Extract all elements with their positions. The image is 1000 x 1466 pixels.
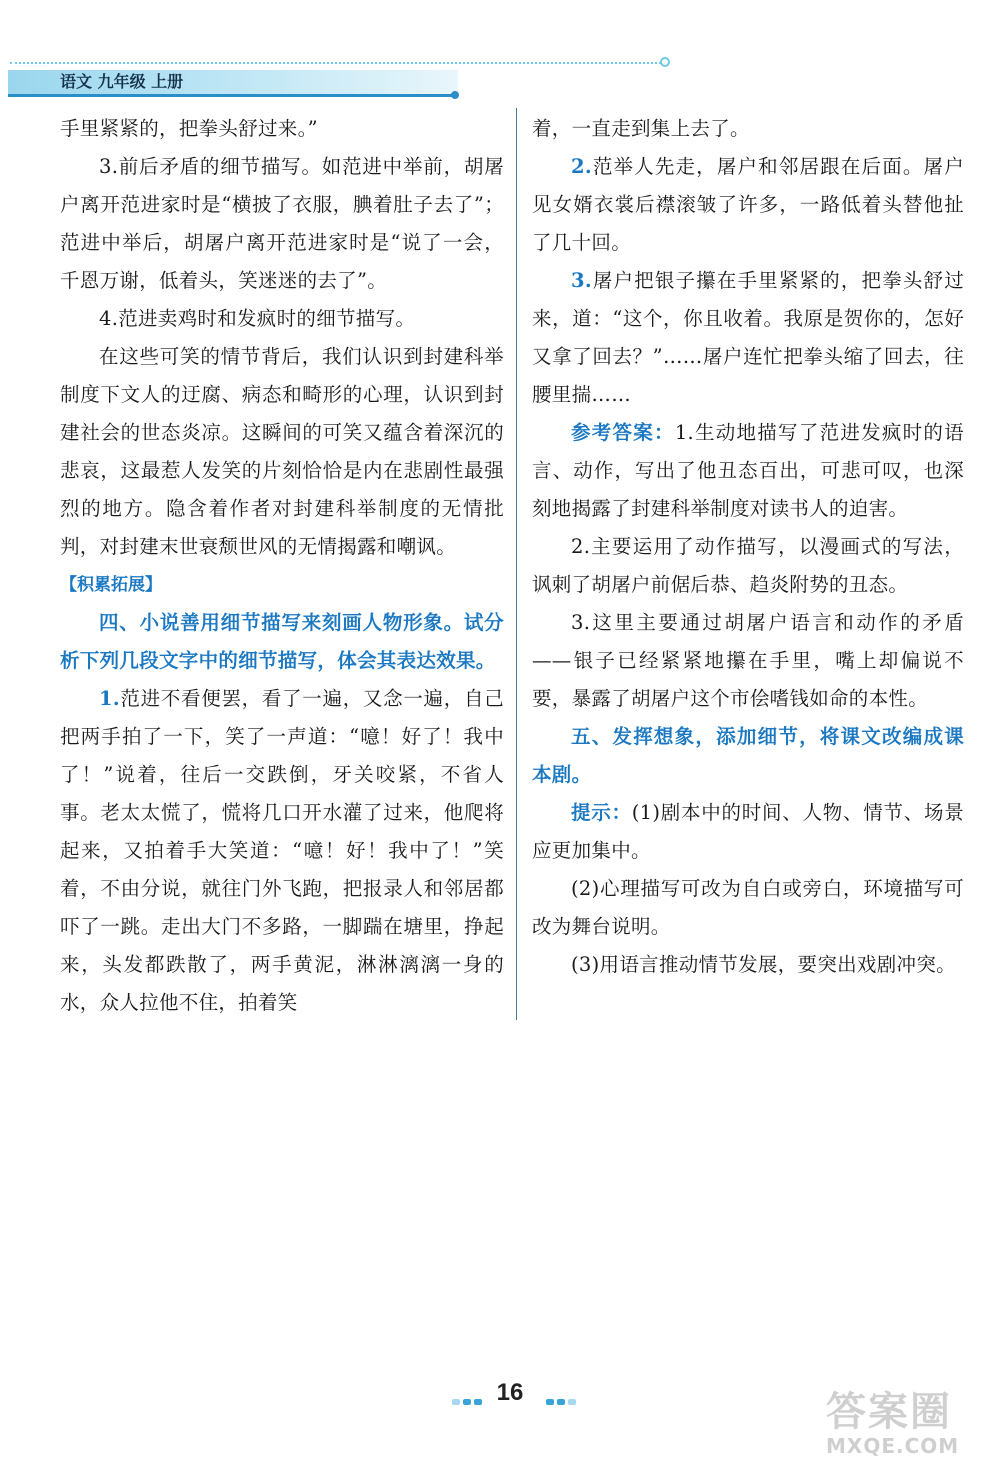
footer-dots-left — [452, 1390, 485, 1398]
hint-1 — [532, 794, 964, 870]
excerpt-2 — [532, 148, 964, 262]
hint-1-text: (1)剧本中的时间、人物、情节、场景应更加集中。 — [532, 801, 964, 862]
header-rule-end-dot — [660, 57, 670, 67]
excerpt-1-text: 范进不看便罢，看了一遍，又念一遍，自己把两手拍了一下，笑了一声道：“噫！好了！我中了！”说着，往后一交跌倒，牙关咬紧，不省人事。老太太慌了，慌将几口开水灌了过来，他爬将起来，又拍着手大笑道：“噫！好！我中了！”笑着，不由分说，就往门外飞跑，把报录人和邻居都吓了一跳。走出大门不多路，一脚踹在塘里，挣起来，头发都跌散了，两手黄泥，淋淋漓漓一身的水，众人拉他不住，拍着笑 — [60, 687, 504, 1014]
header-dotted-rule — [10, 62, 665, 66]
right-column — [532, 110, 964, 984]
hint-3: (3)用语言推动情节发展，要突出戏剧冲突。 — [571, 953, 956, 976]
excerpt-3-number: 3. — [571, 269, 592, 292]
column-divider — [516, 108, 517, 1020]
question-5: 五、发挥想象，添加细节，将课文改编成课本剧。 — [532, 725, 964, 786]
excerpt-1-number: 1. — [99, 687, 120, 710]
section-tag-accumulation: 【积累拓展】 — [60, 575, 162, 595]
excerpt-3 — [532, 262, 964, 414]
point-3-paragraph: 3.前后矛盾的细节描写。如范进中举前，胡屠户离开范进家时是“横披了衣服，腆着肚子去了”；范进中举后，胡屠户离开范进家时是“说了一会，千恩万谢，低着头，笑迷迷的去了”。 — [60, 155, 504, 292]
excerpt-3-text: 屠户把银子攥在手里紧紧的，把拳头舒过来，道：“这个，你且收着。我原是贺你的，怎好又拿了回去？”……屠户连忙把拳头缩了回去，往腰里揣…… — [532, 269, 964, 406]
excerpt-2-number: 2. — [571, 155, 592, 178]
answer-1-text: 1.生动地描写了范进发疯时的语言、动作，写出了他丑态百出，可悲可叹，也深刻地揭露了封建科举制度对读书人的迫害。 — [532, 421, 964, 520]
question-4: 四、小说善用细节描写来刻画人物形象。试分析下列几段文字中的细节描写，体会其表达效果。 — [60, 611, 504, 672]
watermark-text-top: 答案圈 — [826, 1389, 952, 1435]
summary-paragraph: 在这些可笑的情节背后，我们认识到封建科举制度下文人的迂腐、病态和畸形的心理，认识到封建社会的世态炎凉。这瞬间的可笑又蕴含着深沉的悲哀，这最惹人发笑的片刻恰恰是内在悲剧性最强烈的地方。隐含着作者对封建科举制度的无情批判，对封建末世衰颓世风的无情揭露和嘲讽。 — [60, 345, 504, 558]
hint-2: (2)心理描写可改为自白或旁白，环境描写可改为舞台说明。 — [532, 877, 964, 938]
header-band-end-dot — [451, 91, 459, 99]
footer-dots-right — [546, 1390, 579, 1398]
watermark-logo — [826, 1390, 996, 1460]
answer-label: 参考答案： — [571, 421, 675, 444]
page-number: 16 — [496, 1379, 524, 1406]
answer-3: 3.这里主要通过胡屠户语言和动作的矛盾——银子已经紧紧地攥在手里，嘴上却偏说不要，暴露了胡屠户这个市侩嗜钱如命的本性。 — [532, 611, 964, 710]
excerpt-1 — [60, 680, 504, 1022]
answer-1 — [532, 414, 964, 528]
right-paragraph-continuation: 着，一直走到集上去了。 — [532, 117, 750, 140]
point-4-paragraph: 4.范进卖鸡时和发疯时的细节描写。 — [99, 307, 416, 330]
hint-label: 提示： — [571, 801, 632, 824]
left-column — [60, 110, 504, 1022]
answer-2: 2.主要运用了动作描写，以漫画式的写法，讽刺了胡屠户前倨后恭、趋炎附势的丑态。 — [532, 535, 964, 596]
watermark-text-bottom: MXQE.COM — [826, 1434, 960, 1458]
book-title: 语文 九年级 上册 — [60, 72, 184, 91]
left-paragraph-continuation: 手里紧紧的，把拳头舒过来。” — [60, 117, 318, 140]
excerpt-2-text: 范举人先走，屠户和邻居跟在后面。屠户见女婿衣裳后襟滚皱了许多，一路低着头替他扯了几十回。 — [532, 155, 964, 254]
